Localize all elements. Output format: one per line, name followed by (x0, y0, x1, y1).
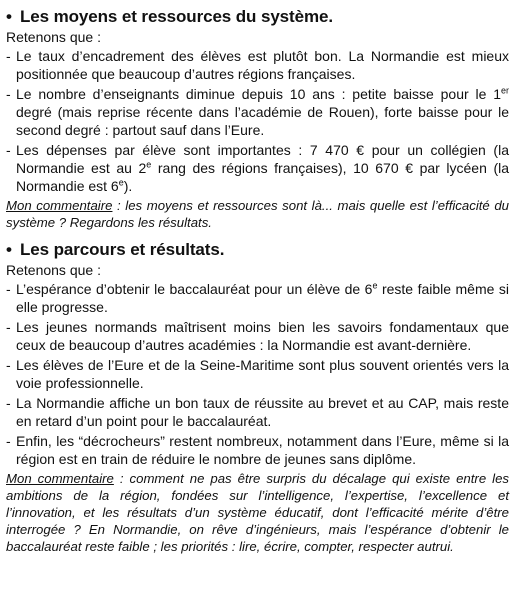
bullet-icon: • (6, 7, 12, 26)
list-item: - Les dépenses par élève sont importantes : 7 470 € pour un collégien (la Normandie est au 2e rang des régions françaises), 10 670 € par lycéen (la Normandie est 6e). (6, 142, 509, 194)
list-item: - Les jeunes normands maîtrisent moins bien les savoirs fondamentaux que ceux de beaucoup d’autres académies : la Normandie est avant-dernière. (6, 319, 509, 353)
comment-label: Mon commentaire (6, 198, 113, 213)
intro-text: Retenons que : (6, 262, 101, 278)
comment-text: : les moyens et ressources sont là... mais quelle est l’efficacité du système ? Regardons les résultats. (6, 198, 510, 230)
section-heading (6, 239, 509, 260)
comment-paragraph (6, 470, 509, 555)
list-item: - Les élèves de l’Eure et de la Seine-Maritime sont plus souvent orientés vers la voie professionnelle. (6, 357, 509, 391)
list-item: - Le taux d’encadrement des élèves est plutôt bon. La Normandie est mieux positionnée que beaucoup d’autres régions françaises. (6, 48, 509, 82)
section-title: Les parcours et résultats. (20, 240, 225, 259)
comment-label: Mon commentaire (6, 471, 114, 486)
bullet-icon: • (6, 240, 12, 259)
comment-paragraph (6, 197, 509, 231)
comment-text: : comment ne pas être surpris du décalage qui existe entre les ambitions de la région, fondées sur l’intelligence, l’expertise, l’excellence et l’innovation, et les résultats d’un système éducatif, dont l’efficacité mérite d’être interrogée ? En Normandie, on rêve d’ingénieurs, mais l’espérance d’obtenir le baccalauréat reste faible ; les priorités : lire, écrire, compter, respecter autrui. (6, 471, 510, 554)
section-heading (6, 6, 509, 27)
intro-text: Retenons que : (6, 29, 101, 45)
list-item: - La Normandie affiche un bon taux de réussite au brevet et au CAP, mais reste en retard d’un point pour le baccalauréat. (6, 395, 509, 429)
list-item: - L’espérance d’obtenir le baccalauréat pour un élève de 6e reste faible même si elle progresse. (6, 280, 509, 315)
section-title: Les moyens et ressources du système. (20, 7, 333, 26)
section-moyens-ressources (6, 6, 509, 231)
list-item: - Enfin, les “décrocheurs” restent nombreux, notamment dans l’Eure, même si la région est en train de réduire le nombre de jeunes sans diplôme. (6, 433, 509, 467)
bullet-list (6, 280, 509, 468)
document-page (6, 6, 509, 563)
section-parcours-resultats (6, 239, 509, 555)
bullet-list (6, 47, 509, 195)
list-item: - Le nombre d’enseignants diminue depuis 10 ans : petite baisse pour le 1er degré (mais reprise récente dans l’académie de Rouen), forte baisse pour le second degré : partout sauf dans l’Eure. (6, 85, 509, 138)
